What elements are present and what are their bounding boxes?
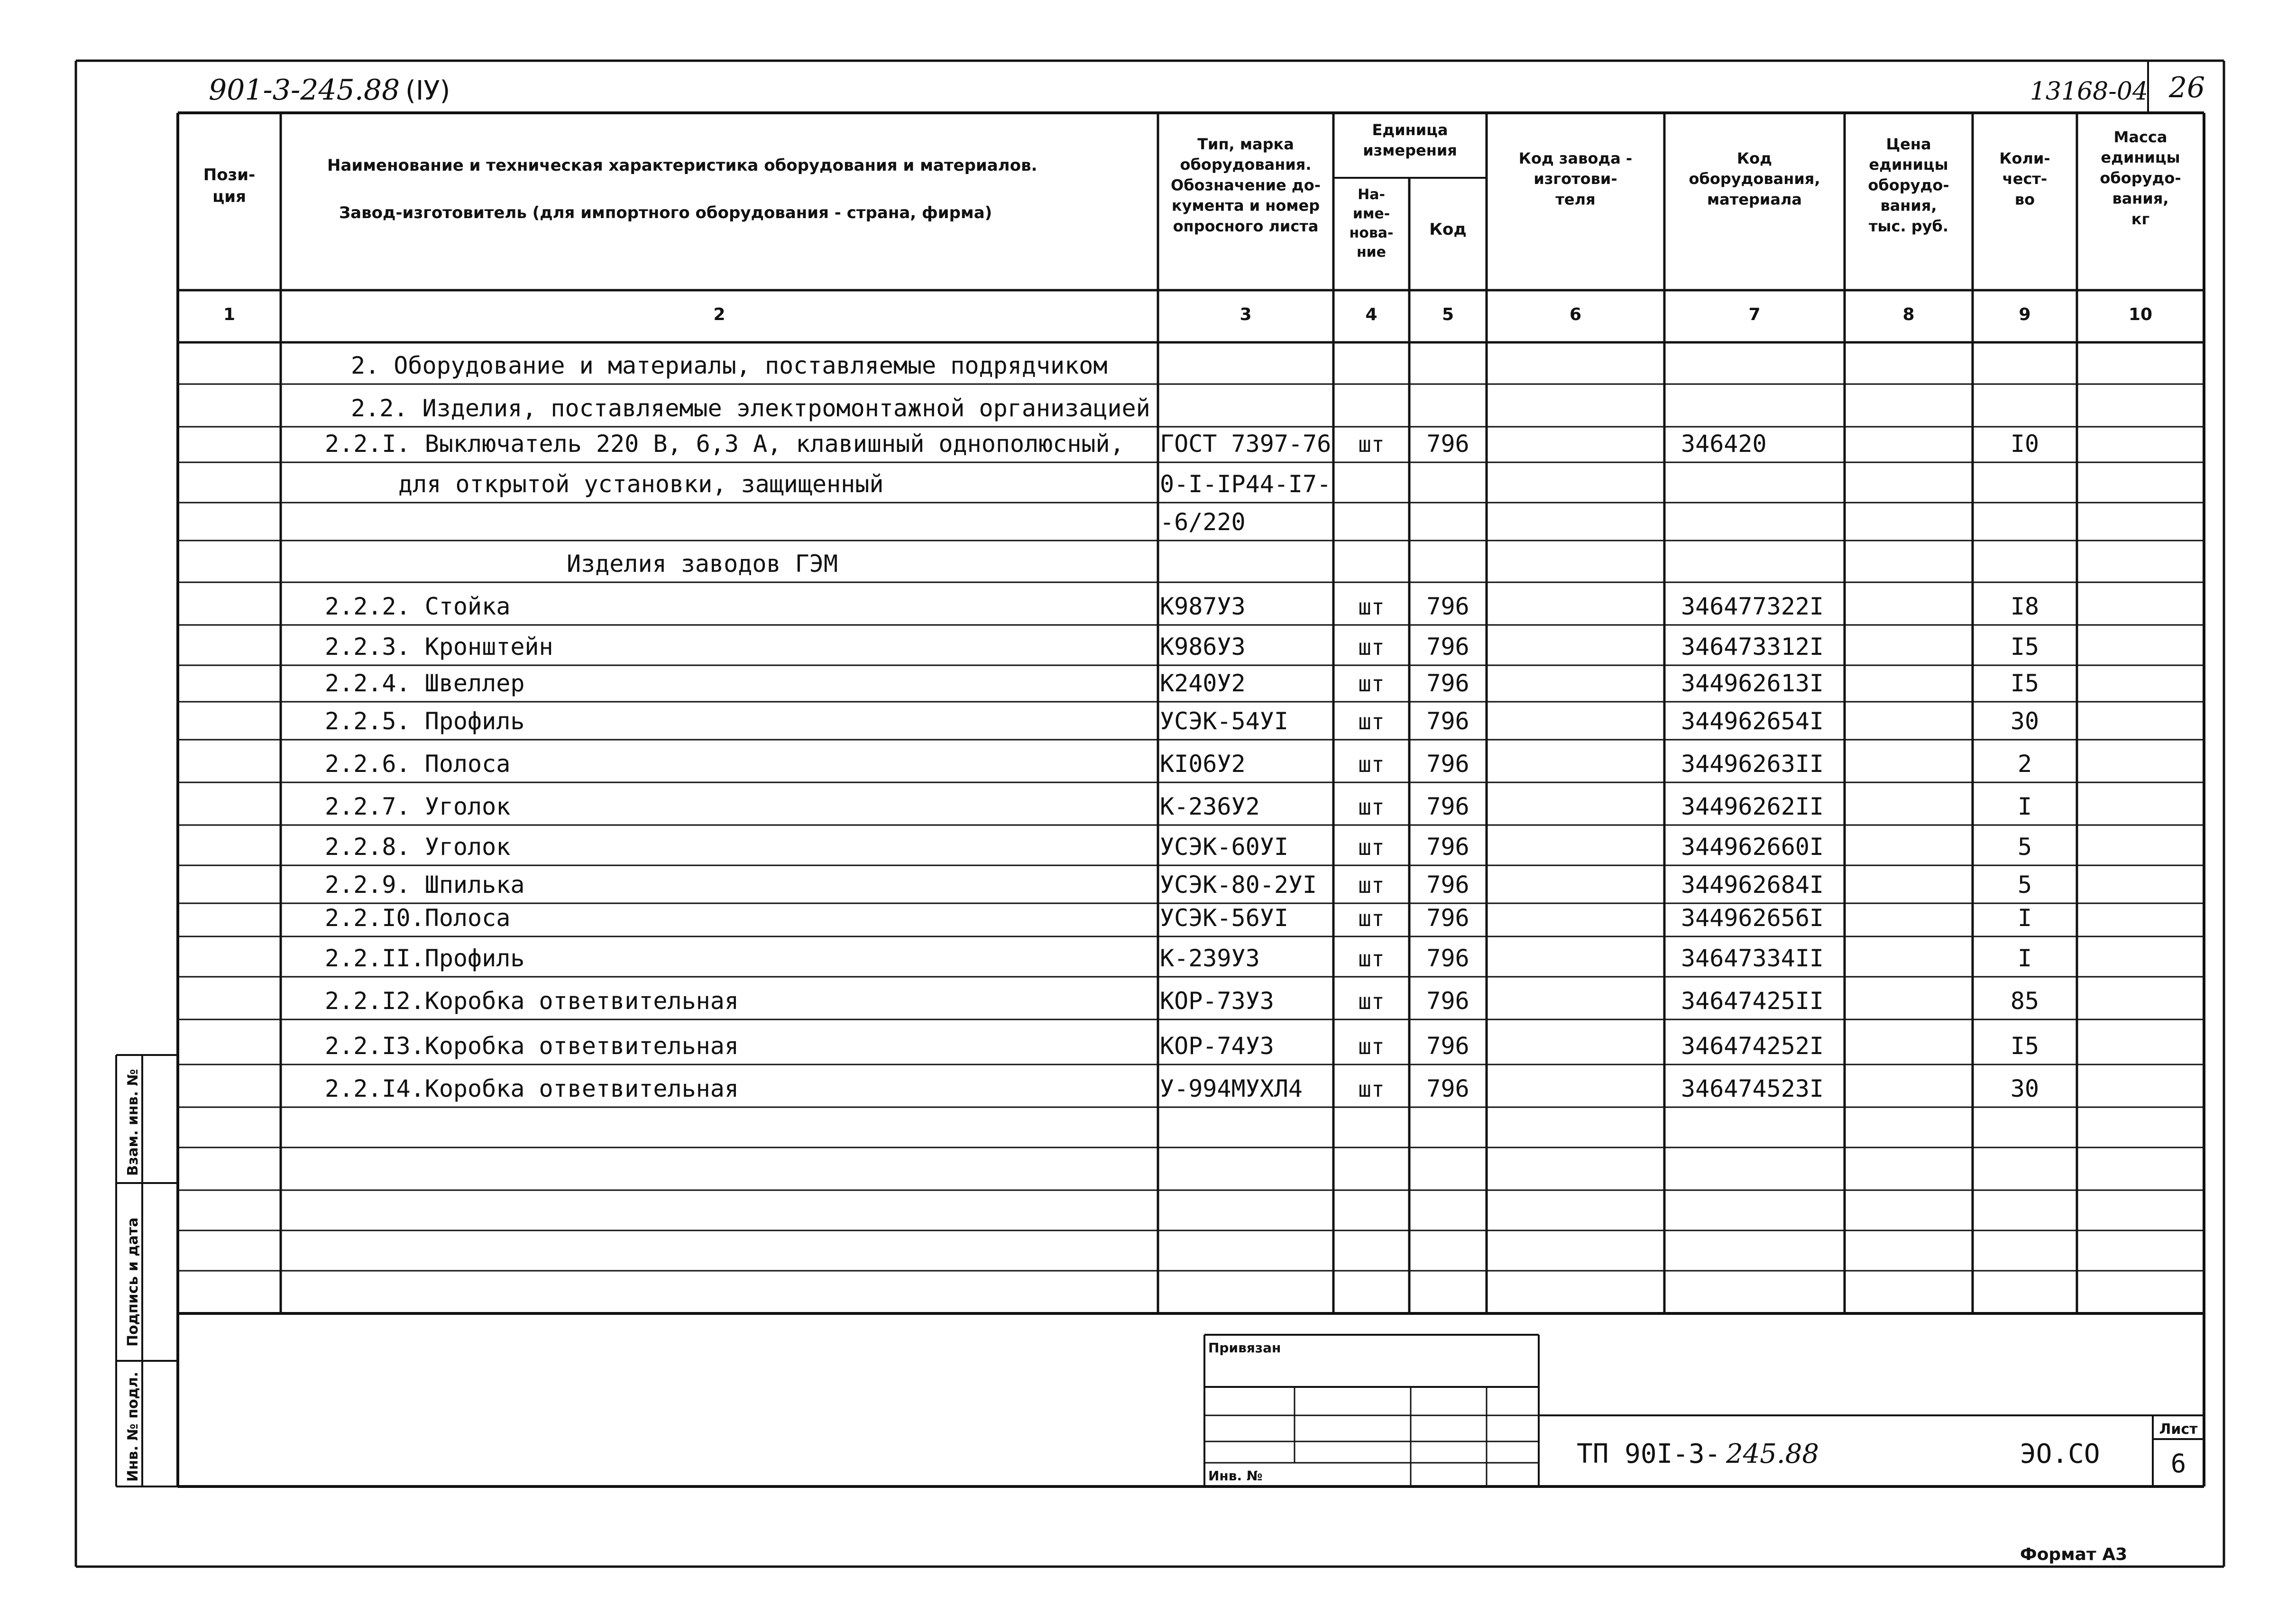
row-unit: шт [1358,1034,1385,1059]
table-text [125,71,2205,1564]
header-equipment-code: оборудования, [1689,170,1820,188]
column-number: 6 [1569,305,1582,324]
row-unit-code: 796 [1426,707,1469,735]
row-unit: шт [1358,835,1385,860]
row-name: Изделия заводов ГЭМ [567,550,838,578]
header-price: единицы [1869,156,1948,174]
row-name: 2.2.I0.Полоса [325,904,511,932]
doc-code-suffix: 245.88 [1726,1439,1819,1469]
row-quantity: I5 [2010,1032,2039,1060]
header-type: опросного листа [1173,217,1319,235]
side-stamp-label: Взам. инв. № [125,1069,141,1176]
row-unit-code: 796 [1426,833,1469,861]
row-unit: шт [1358,946,1385,972]
row-name: 2.2.2. Стойка [325,593,511,620]
row-quantity: 5 [2017,833,2032,861]
column-number: 1 [223,305,236,324]
row-unit: шт [1358,872,1385,898]
row-equipment-code: 346420 [1681,430,1767,458]
header-price: Цена [1886,135,1931,153]
row-quantity: I [2017,793,2032,820]
row-type: -6/220 [1160,508,1246,536]
header-unit-name: ние [1356,244,1387,261]
header-quantity: во [2014,190,2035,209]
format-label: Формат А3 [2020,1545,2128,1564]
header-manufacturer: Завод-изготовитель (для импортного оборудования - страна, фирма) [339,203,992,222]
header-unit-name: име- [1352,205,1390,222]
row-type: 0-I-IP44-I7- [1160,470,1332,498]
row-quantity: I5 [2010,670,2039,697]
header-price: тыс. руб. [1868,217,1949,235]
row-type: К240У2 [1160,670,1246,697]
row-unit-code: 796 [1426,904,1469,932]
row-type: К-236У2 [1160,793,1260,820]
header-type: Обозначение до- [1171,176,1321,194]
row-name: 2.2.3. Кронштейн [325,633,553,661]
row-unit-code: 796 [1426,1075,1469,1102]
header-manufacturer-code: Код завода - [1518,149,1633,167]
column-number: 5 [1442,305,1454,324]
column-number: 9 [2019,305,2031,324]
column-number: 10 [2128,305,2153,324]
header-manufacturer-code: теля [1555,190,1596,209]
header-equipment-code: материала [1707,190,1802,209]
row-unit: шт [1358,989,1385,1014]
header-mass: вания, [2112,189,2169,208]
row-equipment-code: 346474252I [1681,1032,1824,1060]
row-equipment-code: 34647334II [1681,945,1824,972]
row-equipment-code: 344962684I [1681,871,1824,899]
row-type: УСЭК-54УI [1160,707,1288,735]
row-type: УСЭК-80-2УI [1160,871,1317,899]
side-stamp-label: Подпись и дата [125,1217,141,1347]
row-unit-code: 796 [1426,593,1469,620]
row-name: 2.2.I4.Коробка ответвительная [325,1075,739,1102]
row-quantity: 30 [2010,1075,2039,1102]
header-mass: единицы [2101,148,2180,167]
doc-code-prefix: ТП 90I-3- [1577,1439,1721,1469]
header-quantity: чест- [2002,170,2048,188]
header-type: кумента и номер [1171,196,1320,215]
row-type: У-994МУХЛ4 [1160,1075,1303,1102]
row-type: КОР-74У3 [1160,1032,1274,1060]
column-number: 2 [713,305,726,324]
sheet-number: 6 [2170,1449,2186,1478]
row-name: 2.2.I3.Коробка ответвительная [325,1032,739,1060]
row-type: ГОСТ 7397-76 [1160,430,1332,458]
header-mass: Масса [2113,128,2167,146]
row-equipment-code: 346477322I [1681,593,1824,620]
row-quantity: 5 [2017,871,2032,899]
row-equipment-code: 344962660I [1681,833,1824,861]
row-name: для открытой установки, защищенный [398,470,884,498]
row-quantity: I8 [2010,593,2039,620]
row-unit-code: 796 [1426,670,1469,697]
row-unit: шт [1358,906,1385,931]
header-position: ция [212,187,246,206]
row-equipment-code: 34496263II [1681,750,1824,778]
row-unit-code: 796 [1426,793,1469,820]
row-type: К986У3 [1160,633,1246,661]
row-type: К-239У3 [1160,945,1260,972]
header-name: Наименование и техническая характеристика оборудования и материалов. [327,156,1038,175]
row-name: 2. Оборудование и материалы, поставляемые подрядчиком [351,352,1108,379]
row-unit: шт [1358,752,1385,777]
row-name: 2.2.I2.Коробка ответвительная [325,987,739,1015]
row-type: КI06У2 [1160,750,1246,778]
row-equipment-code: 344962654I [1681,707,1824,735]
row-equipment-code: 346474523I [1681,1075,1824,1102]
row-equipment-code: 344962656I [1681,904,1824,932]
row-unit: шт [1358,709,1385,734]
column-number: 8 [1902,305,1915,324]
row-name: 2.2.I. Выключатель 220 В, 6,3 А, клавишный однополюсный, [325,430,1124,458]
doc-code-top-left: 901-3-245.88 [209,73,400,107]
row-name: 2.2.8. Уголок [325,833,511,861]
side-stamp-label: Инв. № подл. [125,1371,141,1482]
inv-no-label: Инв. № [1208,1468,1263,1484]
header-mass: оборудо- [2100,169,2181,187]
row-name: 2.2. Изделия, поставляемые электромонтажной организацией [351,395,1150,422]
header-equipment-code: Код [1737,149,1772,167]
header-price: оборудо- [1868,176,1949,194]
header-type: Тип, марка [1197,135,1294,153]
row-name: 2.2.4. Швеллер [325,670,525,697]
row-unit: шт [1358,431,1385,457]
row-unit-code: 796 [1426,987,1469,1015]
row-name: 2.2.9. Шпилька [325,871,525,899]
row-quantity: 30 [2010,707,2039,735]
doc-album: (IУ) [405,75,450,106]
row-unit: шт [1358,634,1385,660]
header-manufacturer-code: изготови- [1534,170,1617,188]
row-unit: шт [1358,594,1385,620]
row-type: КОР-73У3 [1160,987,1274,1015]
row-unit: шт [1358,1076,1385,1102]
row-quantity: I [2017,904,2032,932]
row-quantity: 2 [2017,750,2032,778]
header-unit-code: Код [1429,220,1467,239]
row-unit-code: 796 [1426,750,1469,778]
row-unit-code: 796 [1426,1032,1469,1060]
column-number: 3 [1240,305,1252,324]
header-price: вания, [1880,196,1937,215]
header-type: оборудования. [1180,156,1312,174]
sheet-label: Лист [2159,1421,2198,1438]
row-quantity: 85 [2010,987,2039,1015]
row-type: К987У3 [1160,593,1246,620]
row-unit-code: 796 [1426,633,1469,661]
header-mass: кг [2131,210,2150,228]
header-quantity: Коли- [1999,149,2050,167]
header-position: Пози- [203,165,256,184]
row-equipment-code: 344962613I [1681,670,1824,697]
section-code: ЭО.СО [2020,1439,2100,1469]
privyazan-label: Привязан [1208,1340,1281,1356]
row-unit-code: 796 [1426,945,1469,972]
row-name: 2.2.II.Профиль [325,945,525,972]
row-unit-code: 796 [1426,871,1469,899]
row-equipment-code: 346473312I [1681,633,1824,661]
row-unit: шт [1358,794,1385,820]
header-unit-name: нова- [1349,225,1394,241]
row-equipment-code: 34647425II [1681,987,1824,1015]
row-name: 2.2.5. Профиль [325,707,525,735]
header-unit-name: На- [1358,186,1385,203]
row-quantity: I [2017,945,2032,972]
column-number: 7 [1748,305,1761,324]
row-unit-code: 796 [1426,430,1469,458]
row-type: УСЭК-60УI [1160,833,1288,861]
page-number: 26 [2168,71,2205,104]
row-equipment-code: 34496262II [1681,793,1824,820]
doc-code-top-right: 13168-04 [2030,77,2148,106]
row-quantity: I0 [2010,430,2039,458]
row-unit: шт [1358,671,1385,697]
column-number: 4 [1365,305,1378,324]
row-name: 2.2.7. Уголок [325,793,511,820]
row-name: 2.2.6. Полоса [325,750,511,778]
row-quantity: I5 [2010,633,2039,661]
header-unit-group: измерения [1363,141,1457,160]
row-type: УСЭК-56УI [1160,904,1288,932]
header-unit-group: Единица [1372,121,1448,139]
